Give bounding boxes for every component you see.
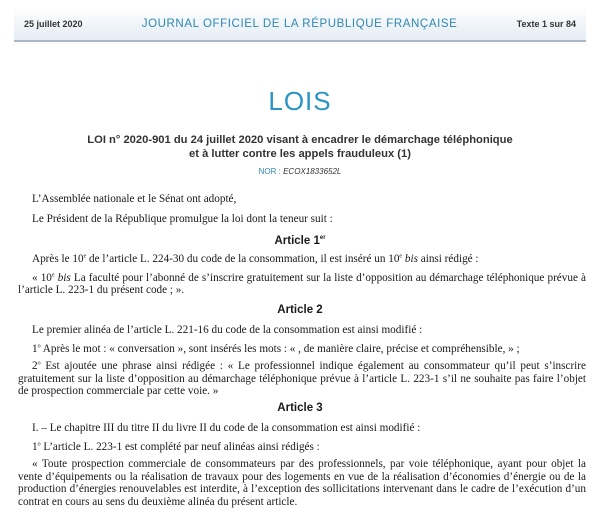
nor-reference: [0, 167, 600, 176]
article-3-body: [18, 422, 586, 509]
article-1-quote: « 10e bis La faculté pour l’abonné de s’inscrire gratuitement sur la liste d’opposition au démarchage téléphonique prévue à l’article L. 223-1 du présent code ; ».: [18, 271, 587, 297]
article-2-item-2: 2$^o$ Est ajoutée une phrase ainsi rédigée : « Le professionnel indique également au consommateur qu’il peut s’inscrire gratuitement sur la liste d’opposition au démarchage téléphonique prévue à l’article L. 223-1 s’il ne souhaite pas faire l’objet de prospection commerciale par cette voie. »: [18, 360, 586, 398]
article-2-body: [18, 324, 586, 398]
article-2-item-1: 1$^o$ Après le mot : « conversation », sont insérés les mots : « , de manière claire, précise et compréhensible, » ;: [32, 342, 520, 355]
article-3-item-1: 1$^o$ L’article L. 223-1 est complété par neuf alinéas ainsi rédigés :: [32, 440, 320, 453]
nor-label: NOR :: [258, 167, 284, 176]
section-title: LOIS: [268, 86, 332, 116]
preamble: [18, 193, 586, 225]
preamble-line2: Le Président de la République promulgue la loi dont la teneur suit :: [32, 212, 333, 225]
article-1-paragraph: Après le 10e de l’article L. 224-30 du code de la consommation, il est inséré un 10e bis ainsi rédigé :: [32, 253, 479, 265]
article-3-heading: Article 3: [277, 402, 323, 414]
text-pager: Texte 1 sur 84: [516, 19, 576, 29]
nor-code: ECOX1833652L: [283, 167, 342, 176]
article-3-quote: « Toute prospection commerciale de consommateurs par des professionnels, par voie téléphonique, ayant pour objet la vente d’équipements ou la réalisation de travaux pour des logements en vue de la réalisation d’économies d’énergie ou de la production d’énergies renouvelables est interdite, à l’exception des sollicitations intervenant dans le cadre de l’exécution d’un contrat en cours au sens du deuxième alinéa du présent article.: [18, 458, 586, 508]
article-2-paragraph: Le premier alinéa de l’article L. 221-16 du code de la consommation est ainsi modifié :: [32, 324, 423, 336]
law-title-line2: et à lutter contre les appels frauduleux (1): [189, 148, 411, 160]
article-1-heading: Article 1er: [274, 235, 326, 247]
publication-date: 25 juillet 2020: [24, 19, 83, 29]
article-3-paragraph: I. – Le chapitre III du titre II du livre II du code de la consommation est ainsi modifié :: [32, 422, 421, 434]
preamble-line1: L’Assemblée nationale et le Sénat ont adopté,: [32, 193, 237, 205]
article-1-body: [18, 253, 586, 297]
journal-title: JOURNAL OFFICIEL DE LA RÉPUBLIQUE FRANÇAISE: [141, 18, 458, 30]
journal-header: [14, 8, 586, 42]
article-2-heading: Article 2: [277, 304, 323, 316]
law-title-line1: LOI n° 2020-901 du 24 juillet 2020 visant à encadrer le démarchage téléphonique: [87, 134, 513, 146]
law-title: [40, 133, 560, 161]
